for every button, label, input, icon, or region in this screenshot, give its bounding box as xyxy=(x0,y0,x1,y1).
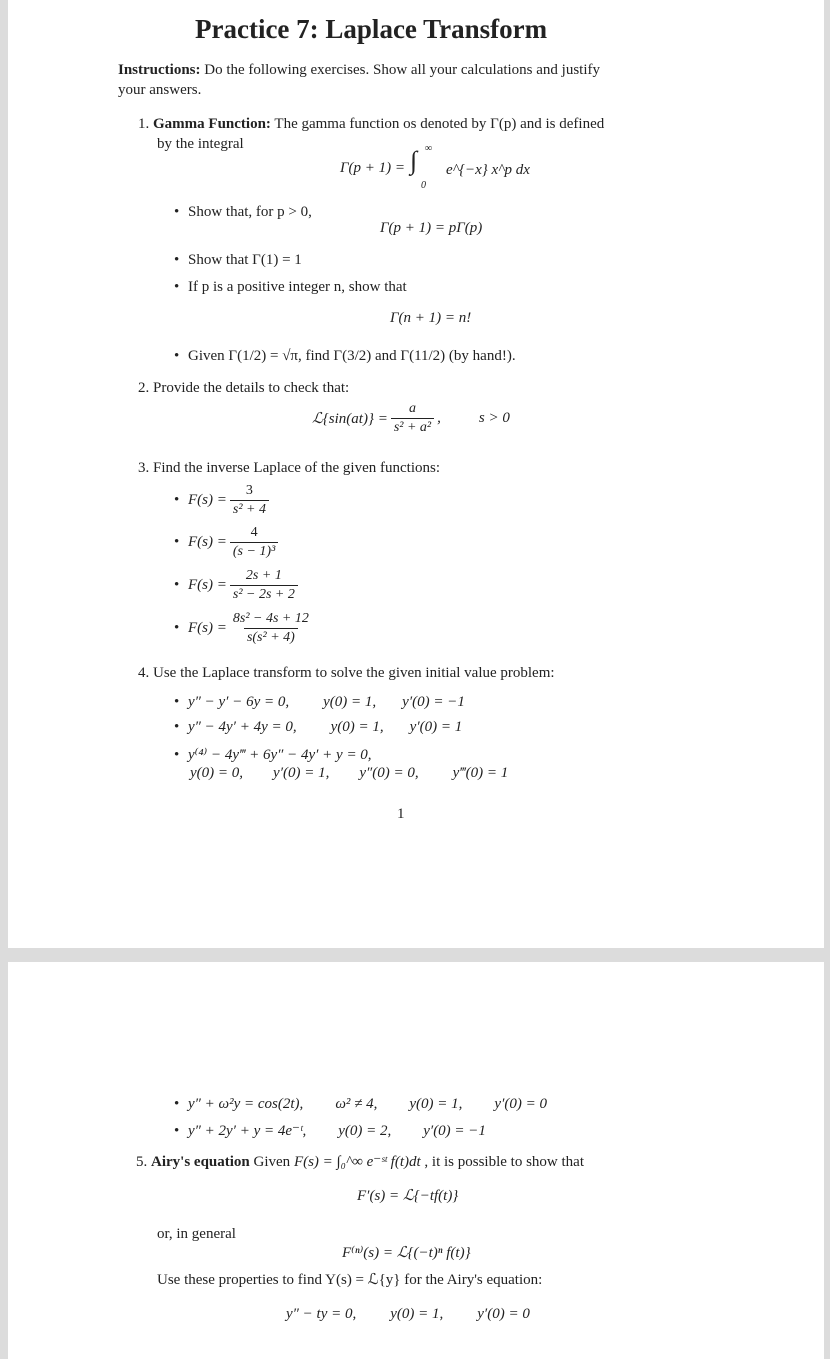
q4-item-3-conditions: y(0) = 0, y′(0) = 1, y″(0) = 0, y‴(0) = 1 xyxy=(190,765,509,781)
q4-item-3: • y⁽⁴⁾ − 4y‴ + 6y″ − 4y′ + y = 0, xyxy=(174,747,372,763)
q5-line: 5. Airy's equation Given F(s) = ∫₀^∞ e⁻ˢᵗ f(t)dt , it is possible to show that xyxy=(136,1154,584,1170)
q2-number: 2. xyxy=(138,380,150,396)
page-title: Practice 7: Laplace Transform xyxy=(195,14,548,44)
q3-item-4: • F(s) = $\frac{\text{8s² − 4s + 12}}{\text{s(s² + 4)}}$ xyxy=(174,611,309,645)
instructions-line-1 xyxy=(118,60,600,80)
q4-item-2: • y″ − 4y′ + 4y = 0, y(0) = 1, y′(0) = 1 xyxy=(174,719,463,735)
q3-number: 3. xyxy=(138,460,150,476)
q3-item-3: • F(s) = $\frac{2s + 1}{\text{s² − 2s + 2}}$ xyxy=(174,567,301,604)
instructions-text: Do the following exercises. Show all your calculations and justify xyxy=(200,62,601,78)
document-page-1 xyxy=(8,0,824,948)
q1-line-1 xyxy=(138,114,604,134)
q5-derivative-property: F′(s) = ℒ{−tf(t)} xyxy=(357,1188,459,1204)
q5-general-text: or, in general xyxy=(157,1226,236,1242)
airy-equation: y″ − ty = 0, y(0) = 1, y′(0) = 0 xyxy=(286,1306,530,1322)
q4-item-4: • y″ + ω²y = cos(2t), ω² ≠ 4, y(0) = 1, y′(0) = 0 xyxy=(174,1096,547,1112)
q4-item-1: • y″ − y′ − 6y = 0, y(0) = 1, y′(0) = −1 xyxy=(174,694,465,710)
gamma-definition-lhs: Γ(p + 1) = xyxy=(340,160,406,176)
q5-heading: Airy's equation xyxy=(151,1154,250,1170)
integral-lower-limit: 0 xyxy=(421,180,426,191)
page-number: 1 xyxy=(397,806,405,822)
q3-item-2: • F(s) = $\frac{4}{\text{(s − 1)³}}$ xyxy=(174,524,281,561)
q5-use-text: Use these properties to find Y(s) = ℒ{y} for the Airy's equation: xyxy=(157,1272,543,1288)
gamma-factorial-equation: Γ(n + 1) = n! xyxy=(390,310,472,326)
q5-general-property: F⁽ⁿ⁾(s) = ℒ{(−t)ⁿ f(t)} xyxy=(342,1245,471,1261)
q3-item-1: • F(s) = $\frac{3}{\text{s² + 4}}$ xyxy=(174,482,272,519)
q3-line xyxy=(138,458,440,478)
laplace-sin-equation: ℒ{sin(at)} = $\frac{a}{\text{s² + a²}}$ , s > 0 xyxy=(312,401,510,435)
integrand: e^{−x} x^p dx xyxy=(446,162,530,178)
laplace-sin-fraction: $\frac{a}{\text{s² + a²}}$ xyxy=(391,400,434,437)
q4-line xyxy=(138,663,555,683)
q1-line-2: by the integral xyxy=(157,136,244,152)
q1-bullet-1: • Show that, for p > 0, xyxy=(174,204,312,220)
q2-text: Provide the details to check that: xyxy=(153,380,350,396)
q3-text: Find the inverse Laplace of the given functions: xyxy=(153,460,440,476)
q5-given: F(s) = ∫₀^∞ e⁻ˢᵗ f(t)dt xyxy=(293,1154,421,1170)
integral-upper-limit: ∞ xyxy=(425,143,433,154)
document-page-2 xyxy=(8,962,824,1359)
q4-number: 4. xyxy=(138,665,150,681)
instructions-line-2: your answers. xyxy=(118,82,202,98)
laplace-sin-condition: s > 0 xyxy=(478,410,510,426)
q1-text: The gamma function os denoted by Γ(p) and is defined xyxy=(270,116,605,132)
q4-item-5: • y″ + 2y′ + y = 4e⁻ᵗ, y(0) = 2, y′(0) = −1 xyxy=(174,1123,486,1139)
instructions-label: Instructions: xyxy=(118,62,201,78)
q1-bullet-2: • Show that Γ(1) = 1 xyxy=(174,252,302,268)
q5-number: 5. xyxy=(136,1154,148,1170)
q1-bullet-3: • If p is a positive integer n, show that xyxy=(174,279,407,295)
integral-sign: ∫ xyxy=(410,146,418,175)
laplace-sin-lhs: ℒ{sin(at)} = xyxy=(312,411,388,427)
q1-number: 1. xyxy=(138,116,150,132)
gamma-recurrence-equation: Γ(p + 1) = pΓ(p) xyxy=(380,220,483,236)
q1-bullet-4: • Given Γ(1/2) = √π, find Γ(3/2) and Γ(11/2) (by hand!). xyxy=(174,348,516,364)
q4-text: Use the Laplace transform to solve the given initial value problem: xyxy=(153,665,555,681)
q1-heading: Gamma Function: xyxy=(153,116,271,132)
q2-line xyxy=(138,378,349,398)
